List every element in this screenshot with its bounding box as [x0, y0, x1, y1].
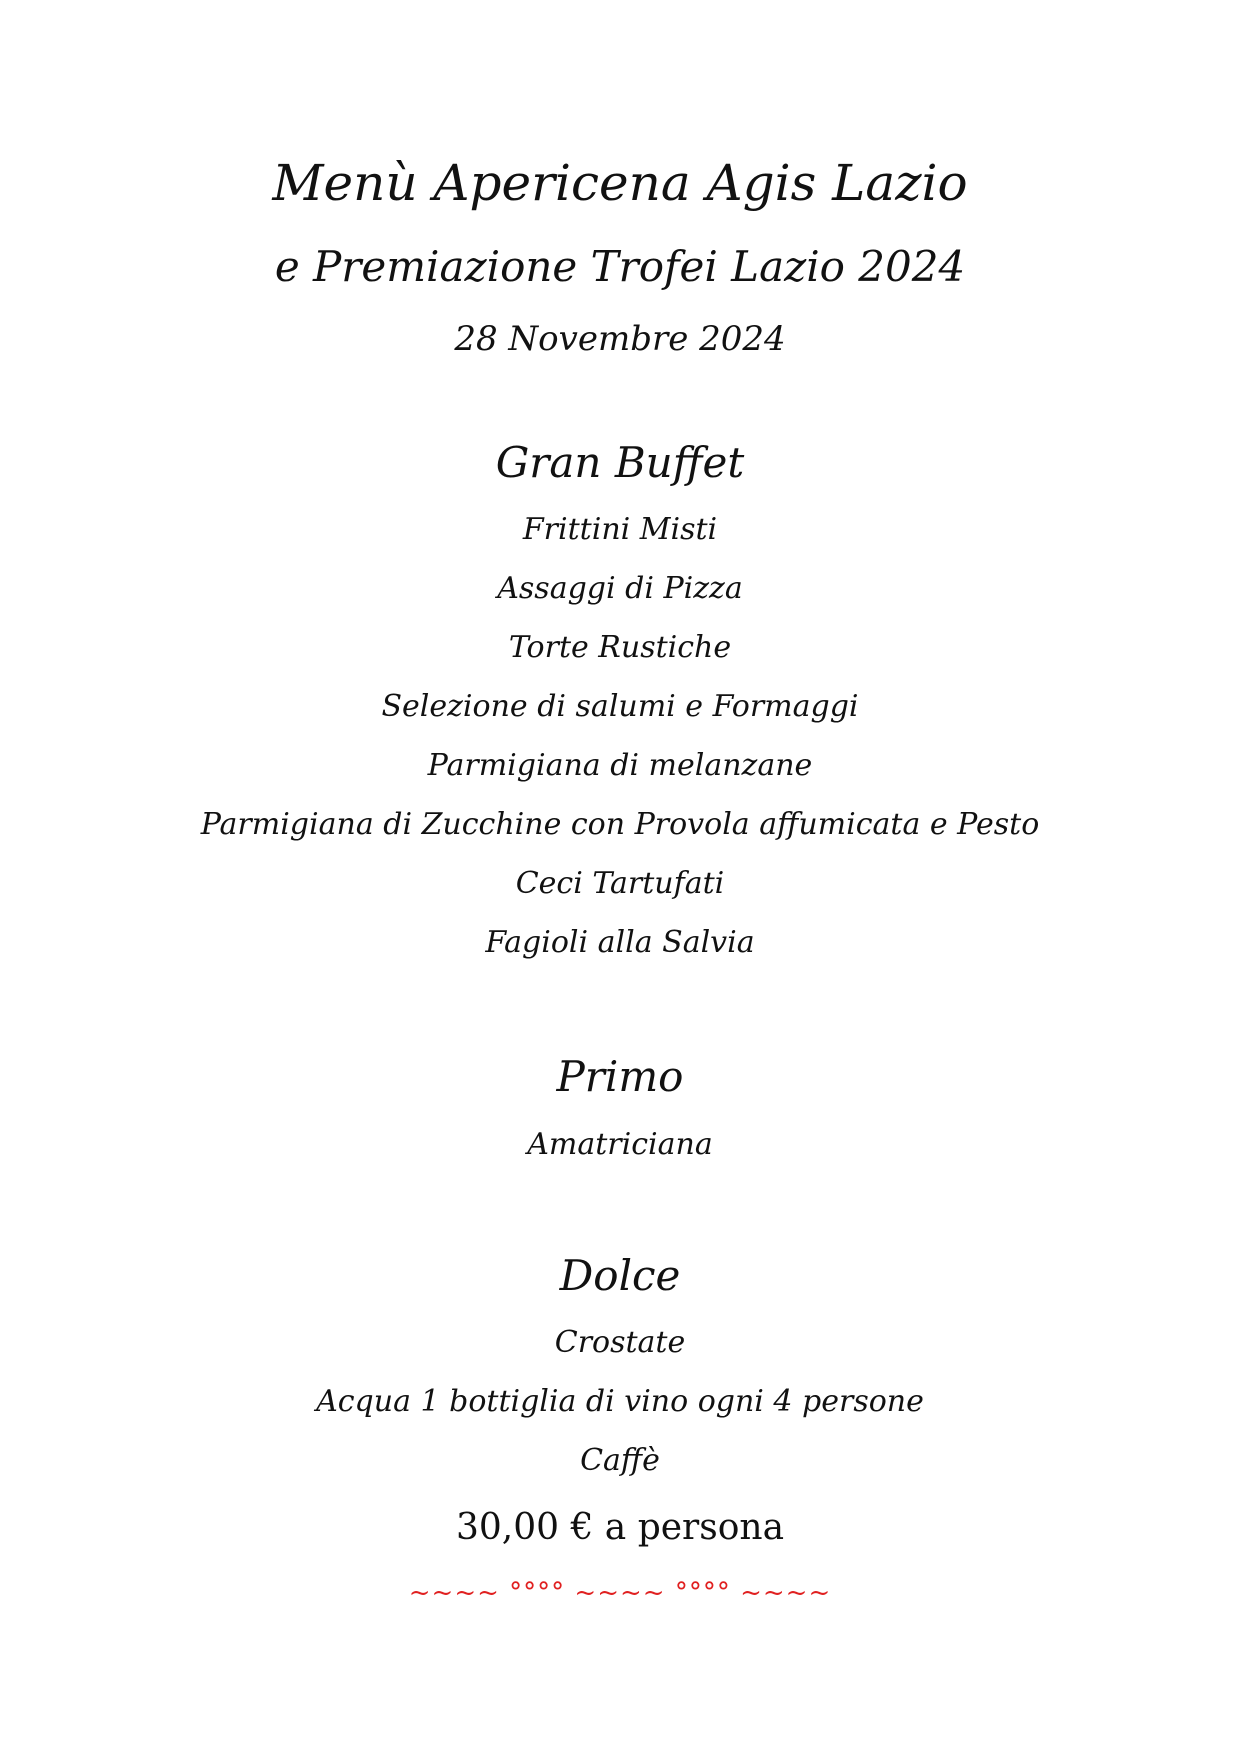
- buffet-item: Frittini Misti: [522, 512, 718, 547]
- dolce-item: Acqua 1 bottiglia di vino ogni 4 persone: [316, 1384, 924, 1419]
- section-heading-dolce: Dolce: [559, 1251, 681, 1300]
- primo-item: Amatriciana: [527, 1127, 713, 1162]
- section-heading-buffet: Gran Buffet: [495, 438, 745, 487]
- decorative-divider: ~~~~ °°°° ~~~~ °°°° ~~~~: [408, 1578, 832, 1608]
- buffet-item: Selezione di salumi e Formaggi: [381, 689, 859, 724]
- buffet-item: Assaggi di Pizza: [497, 571, 743, 606]
- buffet-item: Parmigiana di melanzane: [427, 748, 813, 783]
- buffet-item: Parmigiana di Zucchine con Provola affumicata e Pesto: [200, 807, 1040, 842]
- event-date: 28 Novembre 2024: [454, 319, 786, 359]
- price-per-person: 30,00 € a persona: [455, 1507, 785, 1548]
- menu-subtitle: e Premiazione Trofei Lazio 2024: [274, 242, 966, 291]
- buffet-item: Fagioli alla Salvia: [485, 925, 755, 960]
- buffet-item: Torte Rustiche: [508, 630, 732, 665]
- menu-title: Menù Apericena Agis Lazio: [272, 154, 968, 212]
- buffet-item: Ceci Tartufati: [515, 866, 725, 901]
- dolce-item: Crostate: [554, 1325, 686, 1360]
- dolce-item: Caffè: [580, 1443, 660, 1478]
- section-heading-primo: Primo: [556, 1052, 684, 1101]
